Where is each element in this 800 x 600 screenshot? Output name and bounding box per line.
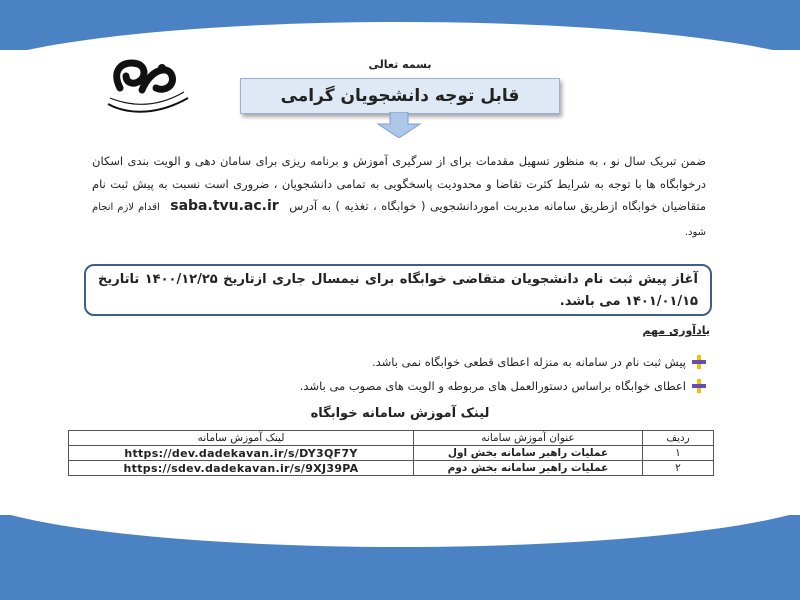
row-index: ۲ <box>643 461 714 476</box>
row-title: عملیات راهبر سامانه بخش دوم <box>414 461 643 476</box>
plus-bullet-icon <box>692 355 706 369</box>
row-link[interactable]: https://sdev.dadekavan.ir/s/9XJ39PA <box>69 461 414 476</box>
invocation-text: بسمه تعالی <box>368 58 432 71</box>
saba-link[interactable]: saba.tvu.ac.ir <box>170 198 279 214</box>
header-index: ردیف <box>643 431 714 446</box>
down-arrow-icon <box>374 112 424 138</box>
row-link[interactable]: https://dev.dadekavan.ir/s/DY3QF7Y <box>69 446 414 461</box>
row-title: عملیات راهبر سامانه بخش اول <box>414 446 643 461</box>
top-band <box>0 0 800 50</box>
table-title: لینک آموزش سامانه خوابگاه <box>310 406 490 421</box>
notice-box <box>84 264 712 316</box>
row-index: ۱ <box>643 446 714 461</box>
paragraph-tail: اقدام لازم انجام شود. <box>92 202 706 238</box>
list-item-text: پیش ثبت نام در سامانه به منزله اعطای قطعی خوابگاه نمی باشد. <box>371 355 686 369</box>
notice-text: آغاز پیش ثبت نام دانشجویان متقاضی خوابگاه برای نیمسال جاری ازتاریخ ۱۴۰۰/۱۲/۲۵ تاتاریخ ۱۴۰۱/۰۱/۱۵ می باشد. <box>98 272 698 309</box>
list-item-text: اعطای خوابگاه براساس دستورالعمل های مربوطه و الویت های مصوب می باشد. <box>299 379 686 393</box>
university-logo-icon <box>80 58 200 120</box>
page-title: قابل توجه دانشجویان گرامی <box>240 78 560 114</box>
paragraph-text: ضمن تبریک سال نو ، به منظور تسهیل مقدمات برای از سرگیری آموزش و برنامه ریزی برای سامان دهی و الویت بندی اسکان درخوابگاه ها با توجه به شرایط کثرت تقاضا و محدودیت پاسخگویی به تمامی دانشجویان ، ضروری است نسبت به پیش ثبت نام متقاضیان خوابگاه ازطریق سامانه مدیریت اموردانشجویی ( خوابگاه ، تغذیه ) به آدرس <box>92 154 707 213</box>
links-table <box>68 430 714 476</box>
reminder-list <box>86 350 706 398</box>
header-link: لینک آموزش سامانه <box>69 431 414 446</box>
announcement-paragraph <box>92 150 706 244</box>
bottom-band <box>0 515 800 600</box>
header-title: عنوان آموزش سامانه <box>414 431 643 446</box>
list-item <box>86 374 706 398</box>
reminder-title: یادآوری مهم <box>642 324 710 337</box>
table-row <box>69 446 714 461</box>
plus-bullet-icon <box>692 379 706 393</box>
table-row <box>69 461 714 476</box>
list-item <box>86 350 706 374</box>
table-header-row <box>69 431 714 446</box>
